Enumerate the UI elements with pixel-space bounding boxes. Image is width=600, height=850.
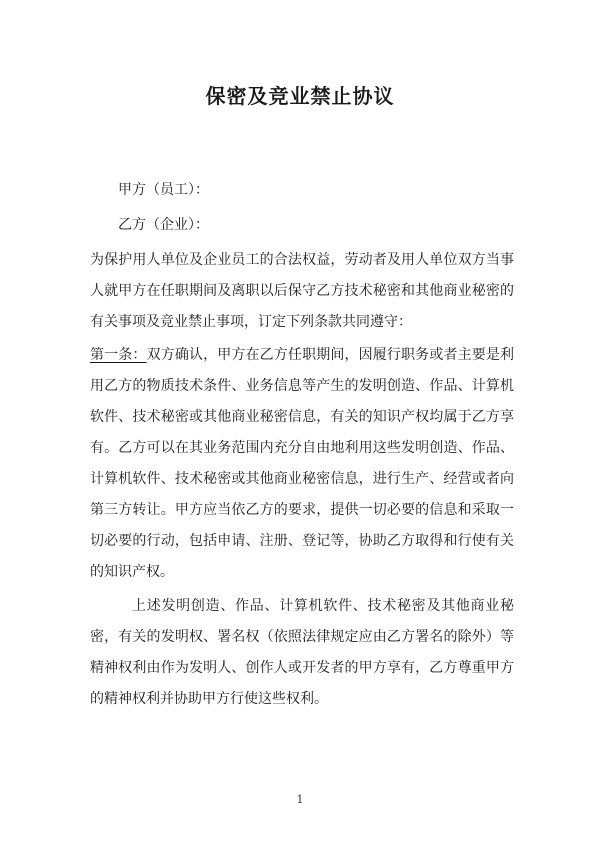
intro-paragraph: 为保护用人单位及企业员工的合法权益，劳动者及用人单位双方当事人就甲方在任职期间及离职以后保守乙方技术秘密和其他商业秘密的有关事项及竞业禁止事项，订定下列条款共同遵守： (90, 252, 514, 330)
document-title: 保密及竞业禁止协议 (205, 84, 395, 108)
party-a-line: 甲方（员工）： (118, 182, 209, 198)
clause-1-label: 第一条： (90, 347, 147, 363)
party-b-line: 乙方（企业）： (118, 217, 209, 233)
clause-1-paragraph (90, 340, 514, 588)
page-number: 1 (296, 793, 304, 806)
clause-1-text: 双方确认，甲方在乙方任职期间，因履行职务或者主要是利用乙方的物质技术条件、业务信息等产生的发明创造、作品、计算机软件、技术秘密或其他商业秘密信息，有关的知识产权均属于乙方享有。乙方可以在其业务范围内充分自由地利用这些发明创造、作品、计算机软件、技术秘密或其他商业秘密信息，进行生产、经营或者向第三方转让。甲方应当依乙方的要求，提供一切必要的信息和采取一切必要的行动，包括申请、注册、登记等，协助乙方取得和行使有关的知识产权。 (90, 347, 515, 580)
paragraph-2: 上述发明创造、作品、计算机软件、技术秘密及其他商业秘密，有关的发明权、署名权（依照法律规定应由乙方署名的除外）等精神权利由作为发明人、创作人或开发者的甲方享有，乙方尊重甲方的精神权利并协助甲方行使这些权利。 (90, 598, 514, 707)
